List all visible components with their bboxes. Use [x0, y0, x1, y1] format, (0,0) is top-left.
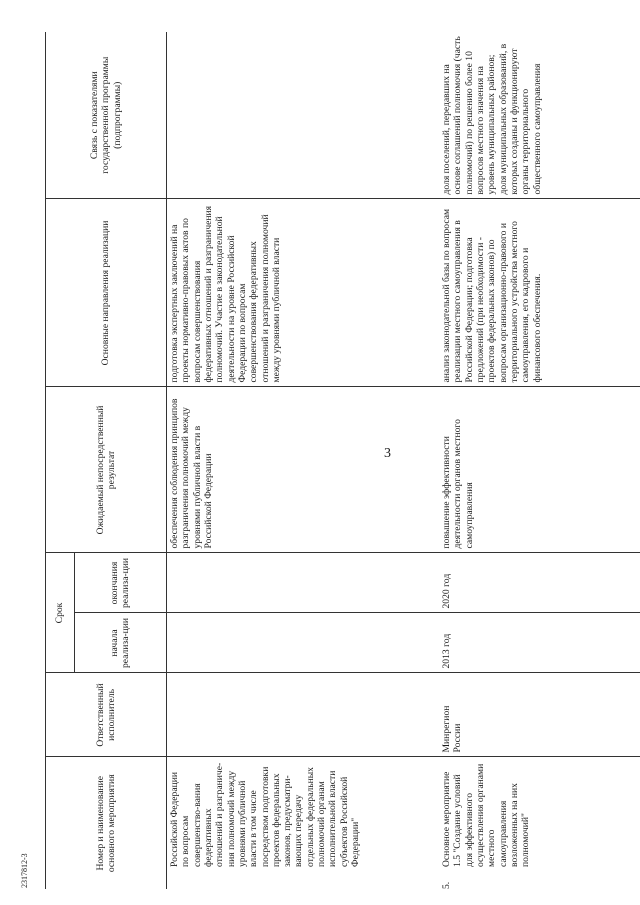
- header-term: Срок: [46, 553, 75, 673]
- header-executor: Ответственный исполнитель: [46, 673, 167, 757]
- header-link: Связь с показателями государственной программы (подпрограммы): [46, 32, 167, 199]
- row-link: доля поселений, передавших на основе соглашений полномочия (часть полномочий) по решению более 10 вопросов местного значения на уровень муниципальных районов; доля муниципальных образований, в которых созданы и функционируют органы территориального общественного самоуправления: [439, 32, 640, 199]
- row-name: Российской Федерации по вопросам совершенство-вания федеративных отношений и разграниче-ния полномочий между уровнями публичной власти в том числе посредством подготовки проектов федеральных законов, предусматри-вающих передачу отдельных федеральных полномочий органам исполнительной власти субъектов Российской Федерации": [169, 762, 361, 867]
- row-link: [167, 32, 440, 199]
- row-start: [167, 613, 440, 673]
- measures-table: [45, 32, 640, 889]
- document-code: 2317812-3: [20, 853, 29, 888]
- row-directions: анализ законодательной базы по вопросам реализации местного самоуправления в Российской Федерации; подготовка предложений (при необходимости - проектов федеральных законов) по вопросам организационно-правового и территориального устройства местного самоуправления, его кадрового и финансового обеспечения.: [439, 199, 640, 387]
- header-end: окончания реализа-ции: [74, 553, 166, 613]
- row-start: 2013 год: [439, 613, 640, 673]
- header-result: Ожидаемый непосредственный результат: [46, 387, 167, 553]
- row-name: Основное мероприятие 1.5 "Создание условий для эффективного осуществления органами местного самоуправления возложенных на них полномочий": [441, 763, 532, 867]
- rotated-table-container: [45, 32, 600, 889]
- row-directions: подготовка экспертных заключений на проекты нормативно-правовых актов по вопросам совершенствования федеративных отношений и разграничения полномочий. Участие в законодательной деятельности на уровне Российской Федерации по вопросам совершенствования федеративных отношений и разграничения полномочий между уровнями публичной власти: [167, 199, 440, 387]
- row-number: 5.: [441, 881, 452, 889]
- row-executor: Минрегион России: [439, 673, 640, 757]
- row-end: 2020 год: [439, 553, 640, 613]
- table-row: [167, 32, 440, 889]
- row-number: [167, 871, 440, 889]
- header-directions: Основные направления реализации: [46, 199, 167, 387]
- header-name: Номер и наименование основного мероприятия: [94, 774, 117, 873]
- row-result: повышение эффективности деятельности органов местного самоуправления: [439, 387, 640, 553]
- row-result: обеспечения соблюдения принципов разграничения полномочий между уровнями публичной власти в Российской Федерации: [167, 387, 440, 553]
- row-end: [167, 553, 440, 613]
- header-start: начала реализа-ции: [74, 613, 166, 673]
- row-executor: [167, 673, 440, 757]
- page-number: 3: [384, 446, 391, 461]
- table-row: [439, 32, 640, 889]
